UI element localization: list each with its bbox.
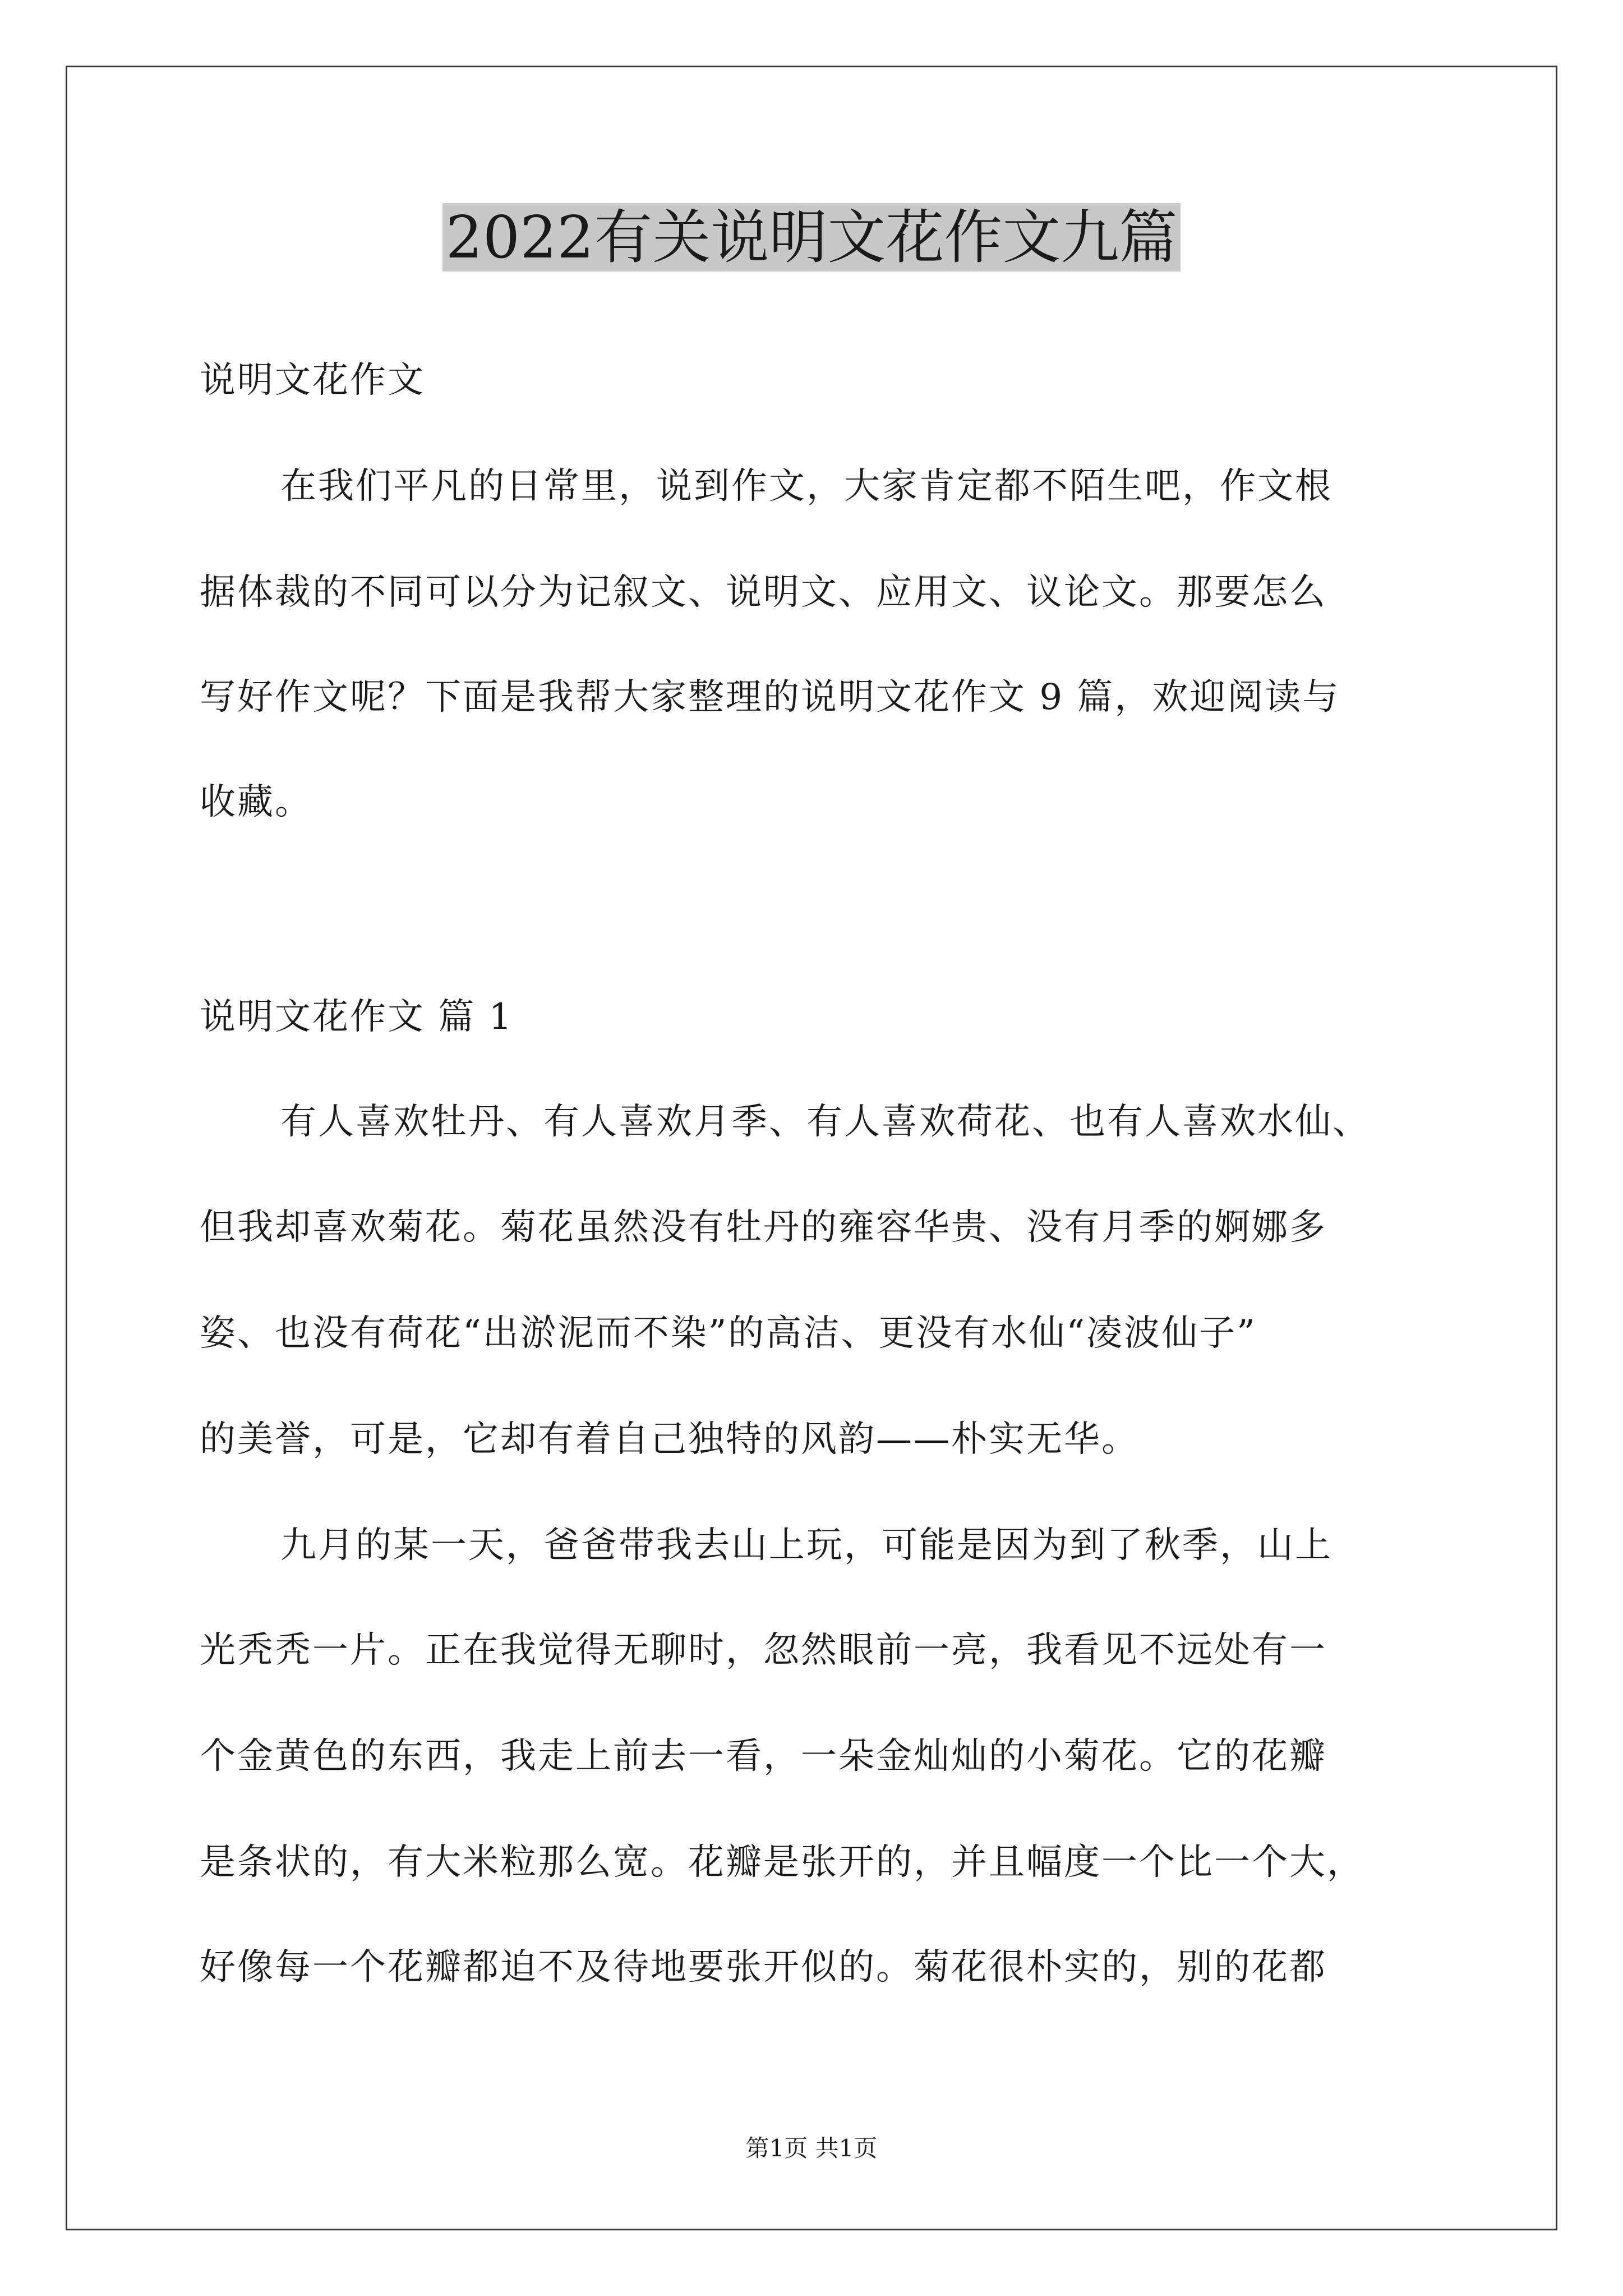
paragraph-line: 是条状的，有大米粒那么宽。花瓣是张开的，并且幅度一个比一个大，: [200, 1842, 1364, 1883]
paragraph-line: 但我却喜欢菊花。菊花虽然没有牡丹的雍容华贵、没有月季的婀娜多: [200, 1207, 1327, 1248]
paragraph-line: 个金黄色的东西，我走上前去一看，一朵金灿灿的小菊花。它的花瓣: [200, 1736, 1327, 1777]
section-heading: 说明文花作文 篇 1: [200, 996, 514, 1038]
page-footer: 第1页 共1页: [745, 2134, 878, 2162]
paragraph-line: 九月的某一天，爸爸带我去山上玩，可能是因为到了秋季，山上: [280, 1525, 1332, 1566]
paragraph-line: 姿、也没有荷花“出淤泥而不染”的高洁、更没有水仙“凌波仙子”: [200, 1313, 1257, 1354]
paragraph-line: 好像每一个花瓣都迫不及待地要张开似的。菊花很朴实的，别的花都: [200, 1947, 1327, 1988]
intro-line: 收藏。: [200, 781, 312, 823]
intro-line: 写好作文呢？下面是我帮大家整理的说明文花作文 9 篇，欢迎阅读与: [200, 677, 1340, 718]
paragraph-line: 的美誉，可是，它却有着自己独特的风韵——朴实无华。: [200, 1419, 1139, 1460]
document-title: 2022有关说明文花作文九篇: [0, 195, 1623, 279]
intro-heading: 说明文花作文: [200, 360, 425, 401]
paragraph-line: 光秃秃一片。正在我觉得无聊时，忽然眼前一亮，我看见不远处有一: [200, 1630, 1327, 1671]
intro-line: 在我们平凡的日常里，说到作文，大家肯定都不陌生吧，作文根: [280, 466, 1332, 507]
paragraph-line: 有人喜欢牡丹、有人喜欢月季、有人喜欢荷花、也有人喜欢水仙、: [280, 1101, 1370, 1143]
intro-line: 据体裁的不同可以分为记叙文、说明文、应用文、议论文。那要怎么: [200, 572, 1327, 613]
